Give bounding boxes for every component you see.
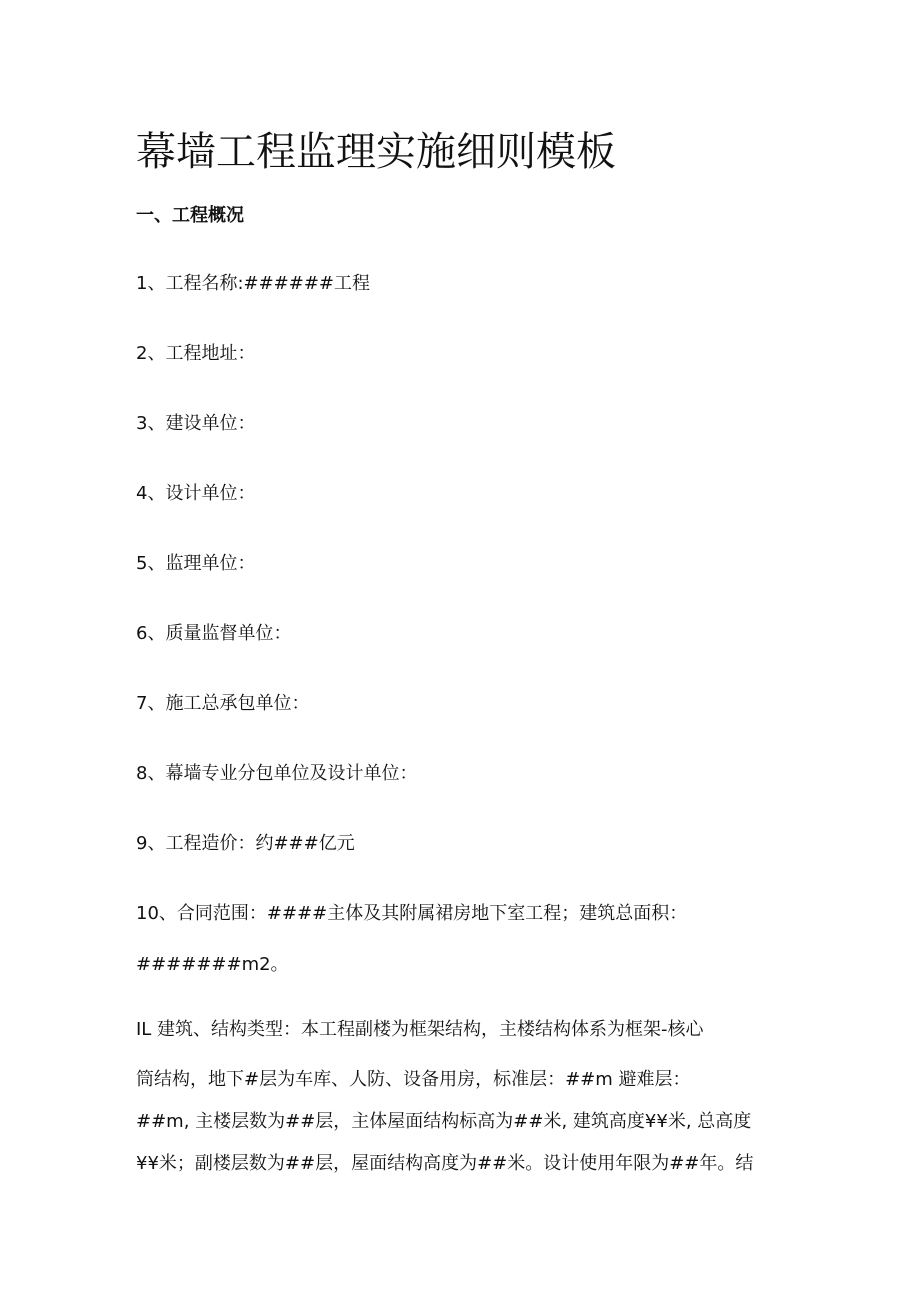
section-heading-project-overview: 一、工程概况 (136, 205, 244, 226)
item-project-address: 2、工程地址： (136, 343, 256, 364)
item-contract-scope (136, 900, 786, 979)
item-building-structure-type (136, 1016, 786, 1067)
structure-type-line-cont: ¥¥米；副楼层数为##层，屋面结构高度为##米。设计使用年限为##年。结 (136, 1153, 754, 1174)
item-curtain-wall-subcontractor: 8、幕墙专业分包单位及设计单位： (136, 763, 418, 784)
document-title: 幕墙工程监理实施细则模板 (136, 129, 616, 175)
item-quality-supervision-unit: 6、质量监督单位： (136, 623, 292, 644)
item-project-cost: 9、工程造价：约###亿元 (136, 833, 355, 854)
contract-scope-line: 10、合同范围：####主体及其附属裙房地下室工程；建筑总面积： (136, 903, 688, 924)
item-supervision-unit: 5、监理单位： (136, 553, 256, 574)
item-design-unit: 4、设计单位： (136, 483, 256, 504)
item-general-contractor: 7、施工总承包单位： (136, 693, 310, 714)
structure-type-line-cont: 筒结构，地下#层为车库、人防、设备用房，标准层：##m 避难层： (136, 1069, 691, 1090)
contract-scope-line: #######m2。 (136, 954, 289, 975)
item-construction-unit: 3、建设单位： (136, 413, 256, 434)
item-project-name: 1、工程名称:######工程 (136, 273, 371, 294)
structure-type-line-cont: ##m, 主楼层数为##层，主体屋面结构标高为##米, 建筑高度¥¥米, 总高度 (136, 1111, 752, 1132)
structure-type-line: IL 建筑、结构类型：本工程副楼为框架结构，主楼结构体系为框架-核心 (136, 1019, 704, 1040)
